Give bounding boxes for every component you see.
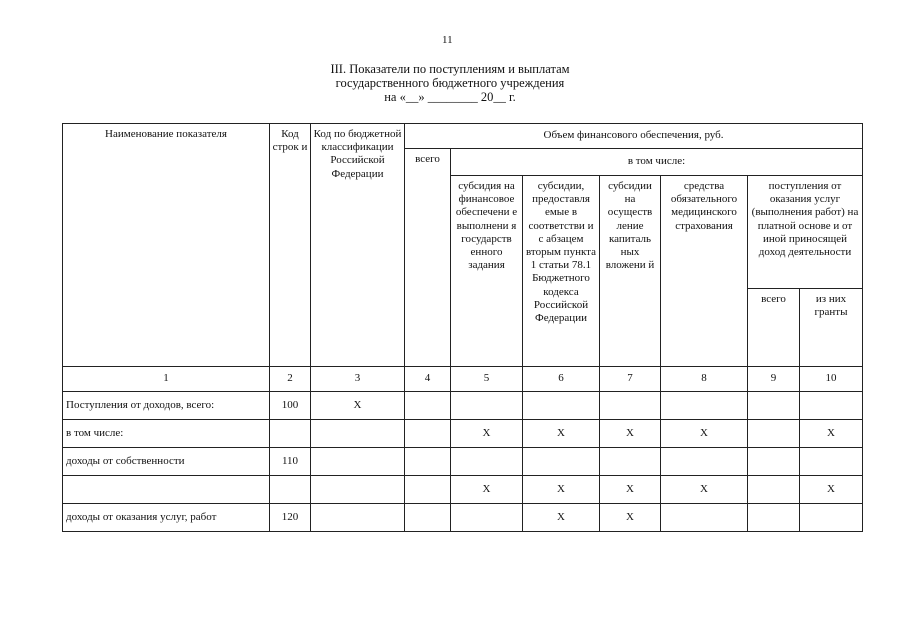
table-row	[63, 392, 863, 420]
header-budget-code: Код по бюджетной классификации Российской Федерации	[311, 124, 405, 367]
header-paid-grants: из них гранты	[800, 289, 863, 367]
header-name: Наименование показателя	[63, 124, 270, 367]
table-cell: X	[661, 476, 748, 504]
table-cell: X	[523, 504, 600, 532]
header-paid: поступления от оказания услуг (выполнения работ) на платной основе и от иной приносящей доход деятельности	[748, 176, 863, 289]
table-cell	[800, 504, 863, 532]
header-subsidy-task: субсидия на финансовое обеспечени е выполнени я государств енного задания	[451, 176, 523, 367]
column-number: 6	[523, 367, 600, 392]
table-cell	[748, 476, 800, 504]
column-number: 9	[748, 367, 800, 392]
table-body	[63, 392, 863, 532]
page-number: 11	[442, 34, 453, 46]
table-cell: X	[600, 476, 661, 504]
table-cell: 120	[270, 504, 311, 532]
table-cell	[661, 448, 748, 476]
table-cell	[748, 392, 800, 420]
table-cell: X	[600, 504, 661, 532]
table-cell	[311, 476, 405, 504]
header-total: всего	[405, 149, 451, 367]
table-cell: X	[523, 420, 600, 448]
column-number: 1	[63, 367, 270, 392]
column-number: 10	[800, 367, 863, 392]
table-cell: X	[451, 476, 523, 504]
table-cell: 100	[270, 392, 311, 420]
header-subsidy-capital: субсидии на осуществ ление капиталь ных вложени й	[600, 176, 661, 367]
table-cell: X	[661, 420, 748, 448]
table-cell: X	[311, 392, 405, 420]
column-number: 5	[451, 367, 523, 392]
table-cell	[405, 448, 451, 476]
table-cell	[800, 392, 863, 420]
table-cell	[311, 420, 405, 448]
row-label: Поступления от доходов, всего:	[63, 392, 270, 420]
column-number: 7	[600, 367, 661, 392]
table-cell: X	[600, 420, 661, 448]
row-label: доходы от собственности	[63, 448, 270, 476]
table-row	[63, 448, 863, 476]
table-cell	[600, 448, 661, 476]
table-cell	[748, 420, 800, 448]
table-cell	[405, 420, 451, 448]
header-paid-total: всего	[748, 289, 800, 367]
table-cell	[748, 504, 800, 532]
title-line-1: III. Показатели по поступлениям и выплатам	[330, 62, 570, 76]
row-label	[63, 476, 270, 504]
table-cell	[800, 448, 863, 476]
table-cell: X	[800, 420, 863, 448]
indicators-table	[62, 123, 863, 532]
table-cell	[523, 392, 600, 420]
table-cell	[600, 392, 661, 420]
table-cell	[270, 420, 311, 448]
table-cell	[311, 448, 405, 476]
header-volume: Объем финансового обеспечения, руб.	[405, 124, 863, 149]
header-code: Код строк и	[270, 124, 311, 367]
page-title	[250, 62, 650, 104]
row-label: в том числе:	[63, 420, 270, 448]
table-cell	[451, 504, 523, 532]
table-cell	[748, 448, 800, 476]
table-cell	[405, 392, 451, 420]
header-subsidy-78: субсидии, предоставля емые в соответстви и с абзацем вторым пункта 1 статьи 78.1 Бюджетного кодекса Российской Федерации	[523, 176, 600, 367]
column-number: 2	[270, 367, 311, 392]
row-label: доходы от оказания услуг, работ	[63, 504, 270, 532]
table-cell: 110	[270, 448, 311, 476]
table-cell	[451, 392, 523, 420]
header-oms: средства обязательного медицинского страхования	[661, 176, 748, 367]
table-row	[63, 504, 863, 532]
table-cell: X	[800, 476, 863, 504]
table-cell	[661, 392, 748, 420]
table-cell	[405, 504, 451, 532]
table-cell	[523, 448, 600, 476]
column-number: 4	[405, 367, 451, 392]
title-line-2: государственного бюджетного учреждения	[335, 76, 565, 90]
table-cell	[311, 504, 405, 532]
table-cell	[405, 476, 451, 504]
table-cell	[661, 504, 748, 532]
table-row	[63, 476, 863, 504]
column-number: 3	[311, 367, 405, 392]
table-cell	[270, 476, 311, 504]
table-cell: X	[451, 420, 523, 448]
table-row	[63, 420, 863, 448]
table-cell: X	[523, 476, 600, 504]
header-including: в том числе:	[451, 149, 863, 176]
column-number: 8	[661, 367, 748, 392]
title-line-3: на «__» ________ 20__ г.	[384, 90, 516, 104]
table-cell	[451, 448, 523, 476]
